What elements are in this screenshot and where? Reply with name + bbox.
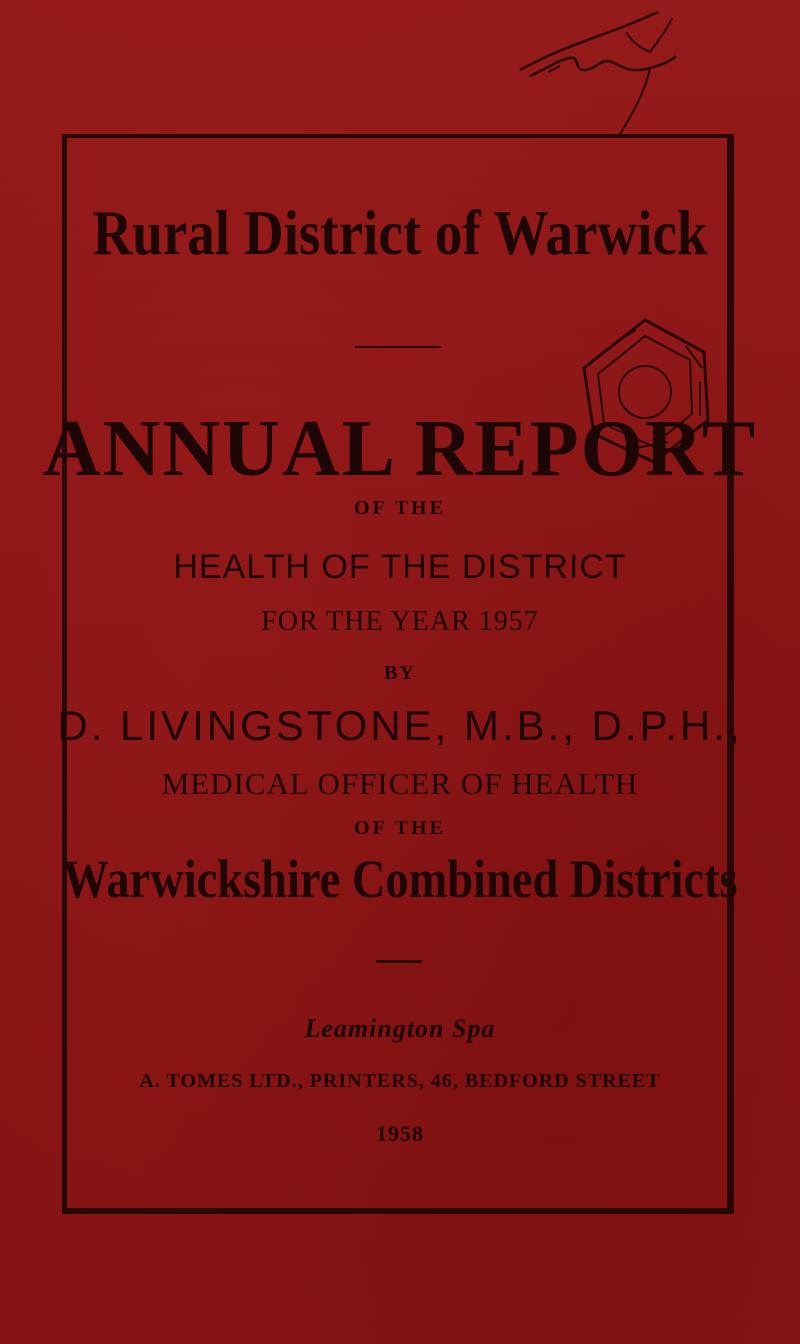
printer-line: A. TOMES LTD., PRINTERS, 46, BEDFORD STREET [139, 1070, 661, 1092]
publication-date: 1958 [376, 1121, 424, 1146]
top-divider [355, 346, 441, 348]
handwritten-signature-icon [500, 8, 700, 138]
publication-place: Leamington Spa [304, 1014, 496, 1043]
report-subject: HEALTH OF THE DISTRICT [173, 548, 627, 586]
middle-divider [376, 960, 422, 963]
of-the-label-2: OF THE [354, 817, 446, 839]
report-title: ANNUAL REPORT [42, 405, 758, 493]
cover-title: Rural District of Warwick [92, 197, 708, 268]
author-name: D. LIVINGSTONE, M.B., D.P.H., [57, 702, 743, 749]
author-role: MEDICAL OFFICER OF HEALTH [161, 766, 639, 801]
of-the-label: OF THE [354, 497, 446, 519]
by-label: BY [384, 662, 416, 684]
districts-title: Warwickshire Combined Districts [62, 849, 738, 909]
report-year: FOR THE YEAR 1957 [261, 606, 539, 637]
